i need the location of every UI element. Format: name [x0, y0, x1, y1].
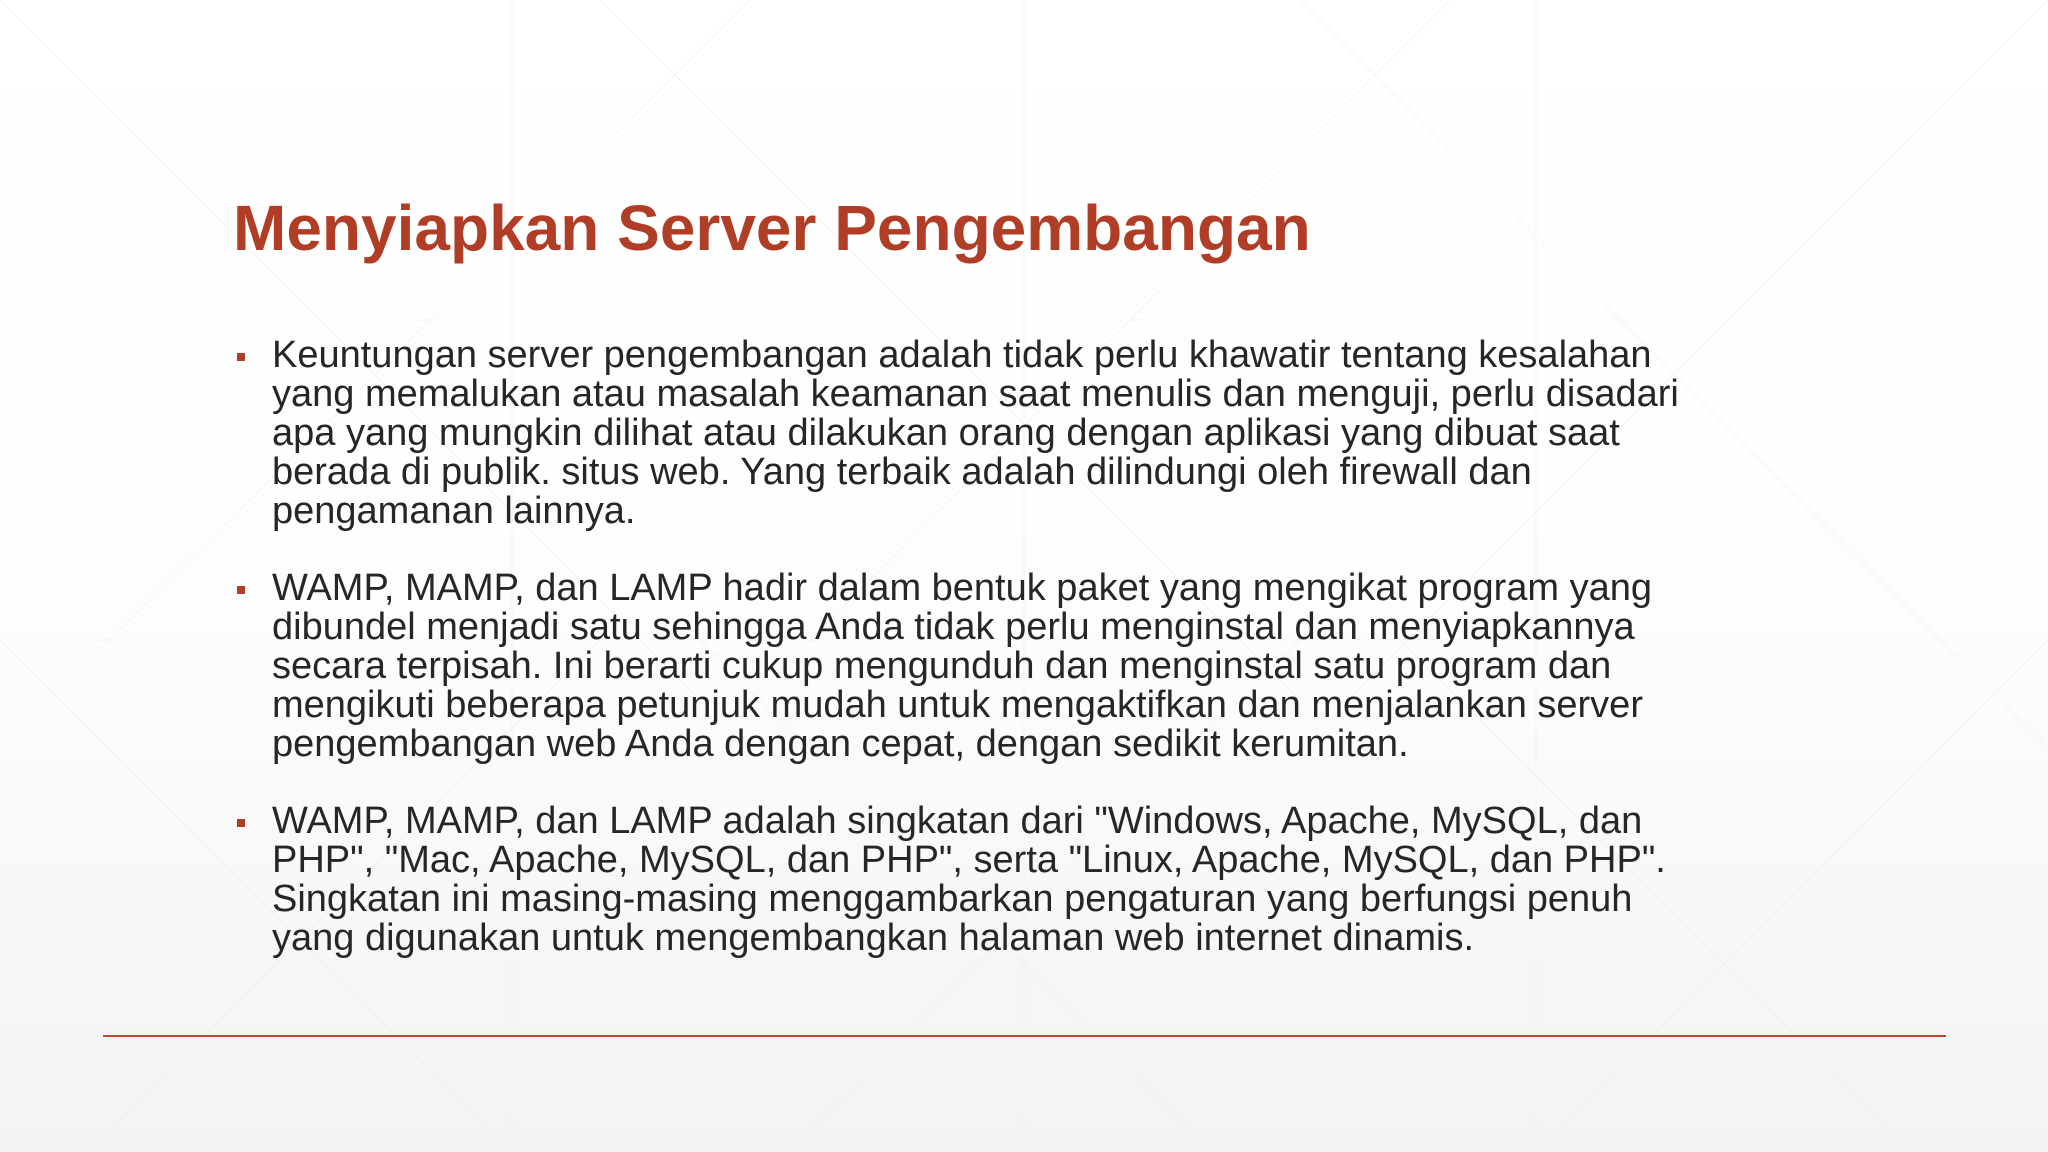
bullet-line: berada di publik. situs web. Yang terbaik adalah dilindungi oleh firewall dan — [272, 451, 1532, 493]
bullet-line: Keuntungan server pengembangan adalah tidak perlu khawatir tentang kesalahan — [272, 334, 1652, 376]
bullet-line: yang memalukan atau masalah keamanan saat menulis dan menguji, perlu disadari — [272, 373, 1679, 415]
bullet-item — [233, 336, 1813, 531]
bullet-item — [233, 802, 1813, 958]
bullet-text — [272, 336, 1813, 531]
bullet-line: WAMP, MAMP, dan LAMP adalah singkatan dari "Windows, Apache, MySQL, dan — [272, 800, 1643, 842]
bullet-line: dibundel menjadi satu sehingga Anda tidak perlu menginstal dan menyiapkannya — [272, 606, 1635, 648]
bullet-line: pengamanan lainnya. — [272, 490, 636, 532]
bullet-line: secara terpisah. Ini berarti cukup mengunduh dan menginstal satu program dan — [272, 645, 1612, 687]
bullet-item — [233, 569, 1813, 764]
bullet-line: mengikuti beberapa petunjuk mudah untuk mengaktifkan dan menjalankan server — [272, 684, 1643, 726]
bullet-line: PHP", "Mac, Apache, MySQL, dan PHP", serta "Linux, Apache, MySQL, dan PHP". — [272, 839, 1666, 881]
bullet-line: pengembangan web Anda dengan cepat, dengan sedikit kerumitan. — [272, 723, 1409, 765]
slide-title: Menyiapkan Server Pengembangan — [233, 192, 1311, 264]
footer-divider — [103, 1035, 1946, 1037]
bullet-square-icon — [237, 586, 245, 594]
bullet-square-icon — [237, 353, 245, 361]
bullet-square-icon — [237, 819, 245, 827]
bullet-text — [272, 569, 1813, 764]
bullet-line: Singkatan ini masing-masing menggambarkan pengaturan yang berfungsi penuh — [272, 878, 1633, 920]
bullet-text — [272, 802, 1813, 958]
bullet-list — [233, 336, 1813, 996]
bullet-line: yang digunakan untuk mengembangkan halaman web internet dinamis. — [272, 917, 1475, 959]
bullet-line: WAMP, MAMP, dan LAMP hadir dalam bentuk paket yang mengikat program yang — [272, 567, 1652, 609]
bullet-line: apa yang mungkin dilihat atau dilakukan orang dengan aplikasi yang dibuat saat — [272, 412, 1620, 454]
